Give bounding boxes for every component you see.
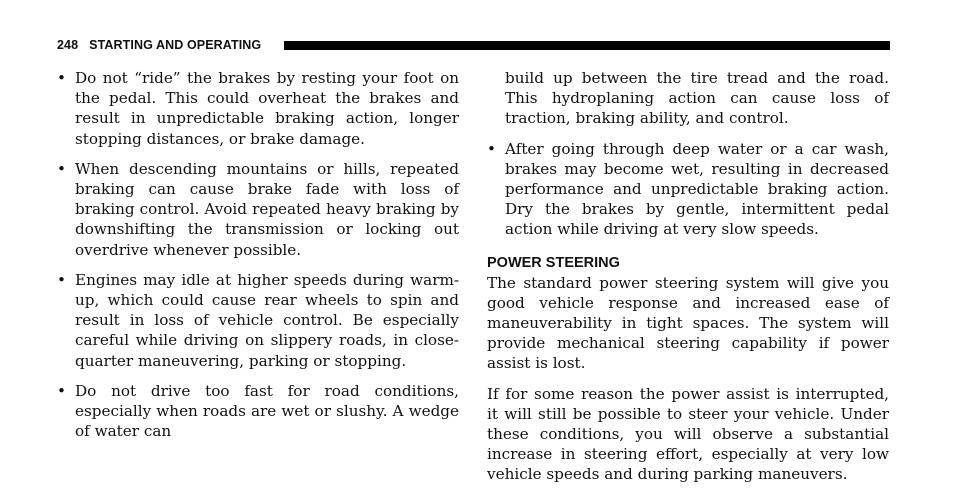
paragraph: If for some reason the power assist is interrupted, it will still be possible to steer your vehicle. Under these conditions, you will observe a substantial increase in steering effort, especially at very low vehicle speeds and during parking maneuvers. (487, 384, 889, 484)
page-header (57, 38, 890, 53)
left-column (57, 68, 459, 451)
page-number: 248 (57, 38, 79, 52)
section-heading: POWER STEERING (487, 254, 620, 271)
paragraph: The standard power steering system will give you good vehicle response and increased ease of maneuverability in tight spaces. The system will provide mechanical steering capability if power assist is lost. (487, 273, 889, 373)
bullet-icon: • (57, 381, 66, 400)
right-bullet-list (487, 139, 889, 240)
bullet-item (57, 68, 459, 149)
bullet-item (57, 270, 459, 371)
bullet-continuation: build up between the tire tread and the road. This hydroplaning action can cause loss of traction, braking ability, and control. (505, 69, 889, 128)
bullet-text: Do not “ride” the brakes by resting your foot on the pedal. This could overheat the brakes and result in unpredictable braking action, longer stopping distances, or brake damage. (75, 69, 459, 148)
bullet-icon: • (57, 69, 66, 87)
bullet-text: When descending mountains or hills, repeated braking can cause brake fade with loss of braking control. Avoid repeated heavy braking by downshifting the transmission or locking out overdrive whenever possible. (75, 159, 459, 259)
bullet-text: After going through deep water or a car wash, brakes may become wet, resulting in decreased performance and unpredictable braking action. Dry the brakes by gentle, intermittent pedal action while driving at very slow speeds. (505, 139, 889, 239)
bullet-icon: • (487, 139, 496, 158)
section-title: STARTING AND OPERATING (89, 38, 262, 52)
right-column (487, 68, 889, 495)
bullet-text: Do not drive too fast for road conditions, especially when roads are wet or slushy. A wedge of water can (75, 381, 459, 441)
bullet-item (57, 381, 459, 442)
bullet-icon: • (57, 159, 66, 178)
header-text (57, 38, 261, 53)
bullet-item (487, 139, 889, 240)
bullet-item (57, 159, 459, 260)
bullet-text: Engines may idle at higher speeds during warm-up, which could cause rear wheels to spin and result in loss of vehicle control. Be especially careful while driving on slippery roads, in close-quarter maneuvering, parking or stopping. (75, 270, 459, 370)
left-bullet-list (57, 68, 459, 441)
header-rule (284, 41, 890, 50)
bullet-icon: • (57, 270, 66, 289)
